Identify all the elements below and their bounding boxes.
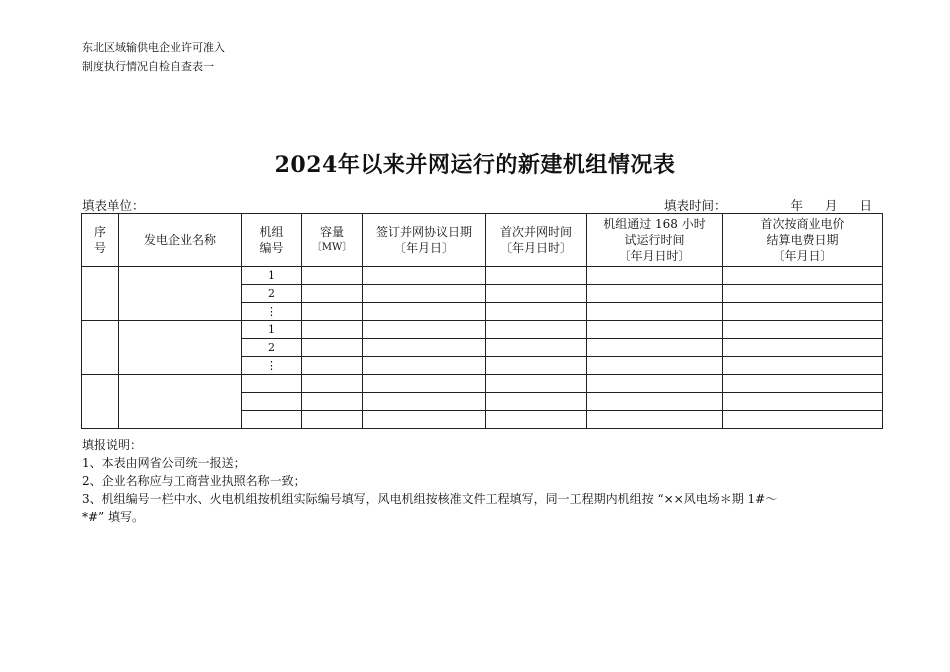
seq-cell[interactable] xyxy=(82,375,119,429)
fill-time xyxy=(664,196,872,214)
unit-no-cell[interactable]: 1 xyxy=(242,267,302,285)
unit-no-cell[interactable]: 2 xyxy=(242,339,302,357)
header-first-grid-time: 首次并网时间 〔年月日时〕 xyxy=(486,214,587,267)
unit-no-cell[interactable]: ⋮ xyxy=(242,303,302,321)
table-row xyxy=(82,321,883,339)
header-seq: 序 号 xyxy=(82,214,119,267)
unit-no-cell[interactable] xyxy=(242,375,302,393)
seq-cell[interactable] xyxy=(82,267,119,321)
fill-time-month: 月 xyxy=(825,198,838,213)
unit-no-cell[interactable]: 2 xyxy=(242,285,302,303)
table-row xyxy=(82,375,883,393)
header-agreement-date: 签订并网协议日期 〔年月日〕 xyxy=(363,214,486,267)
unit-no-cell[interactable] xyxy=(242,411,302,429)
fill-unit-label: 填表单位： xyxy=(82,198,145,213)
note-item: 1、本表由网省公司统一报送； xyxy=(82,456,246,470)
seq-cell[interactable] xyxy=(82,321,119,375)
company-cell[interactable] xyxy=(119,375,242,429)
table-header-row xyxy=(82,214,883,267)
company-cell[interactable] xyxy=(119,321,242,375)
unit-no-cell[interactable] xyxy=(242,393,302,411)
unit-table xyxy=(81,213,883,429)
header-unit-no: 机组 编号 xyxy=(242,214,302,267)
table-row xyxy=(82,267,883,285)
company-cell[interactable] xyxy=(119,267,242,321)
unit-no-cell[interactable]: ⋮ xyxy=(242,357,302,375)
header-billing-date: 首次按商业电价 结算电费日期 〔年月日〕 xyxy=(723,214,883,267)
unit-no-cell[interactable]: 1 xyxy=(242,321,302,339)
page-title: 2024年以来并网运行的新建机组情况表 xyxy=(274,152,676,178)
header-168h-trial: 机组通过 168 小时 试运行时间 〔年月日时〕 xyxy=(587,214,723,267)
fill-notes xyxy=(82,436,882,526)
note-item: 2、企业名称应与工商营业执照名称一致； xyxy=(82,474,306,488)
fill-time-day: 日 xyxy=(859,198,873,213)
fill-time-label: 填表时间： xyxy=(664,198,727,213)
header-note-line1: 东北区域输供电企业许可准入 xyxy=(82,41,225,54)
header-company: 发电企业名称 xyxy=(119,214,242,267)
note-item: 3、机组编号一栏中水、火电机组按机组实际编号填写，风电机组按核准文件工程填写，同一工程期内机组按 “××风电场＊期 1#～ *#” 填写。 xyxy=(82,492,778,524)
header-note-line2: 制度执行情况自检自查表一 xyxy=(82,60,214,73)
notes-heading: 填报说明： xyxy=(82,438,143,452)
fill-time-year: 年 xyxy=(790,198,804,213)
header-note xyxy=(82,38,225,76)
header-capacity: 容量 〔MW〕 xyxy=(302,214,363,267)
